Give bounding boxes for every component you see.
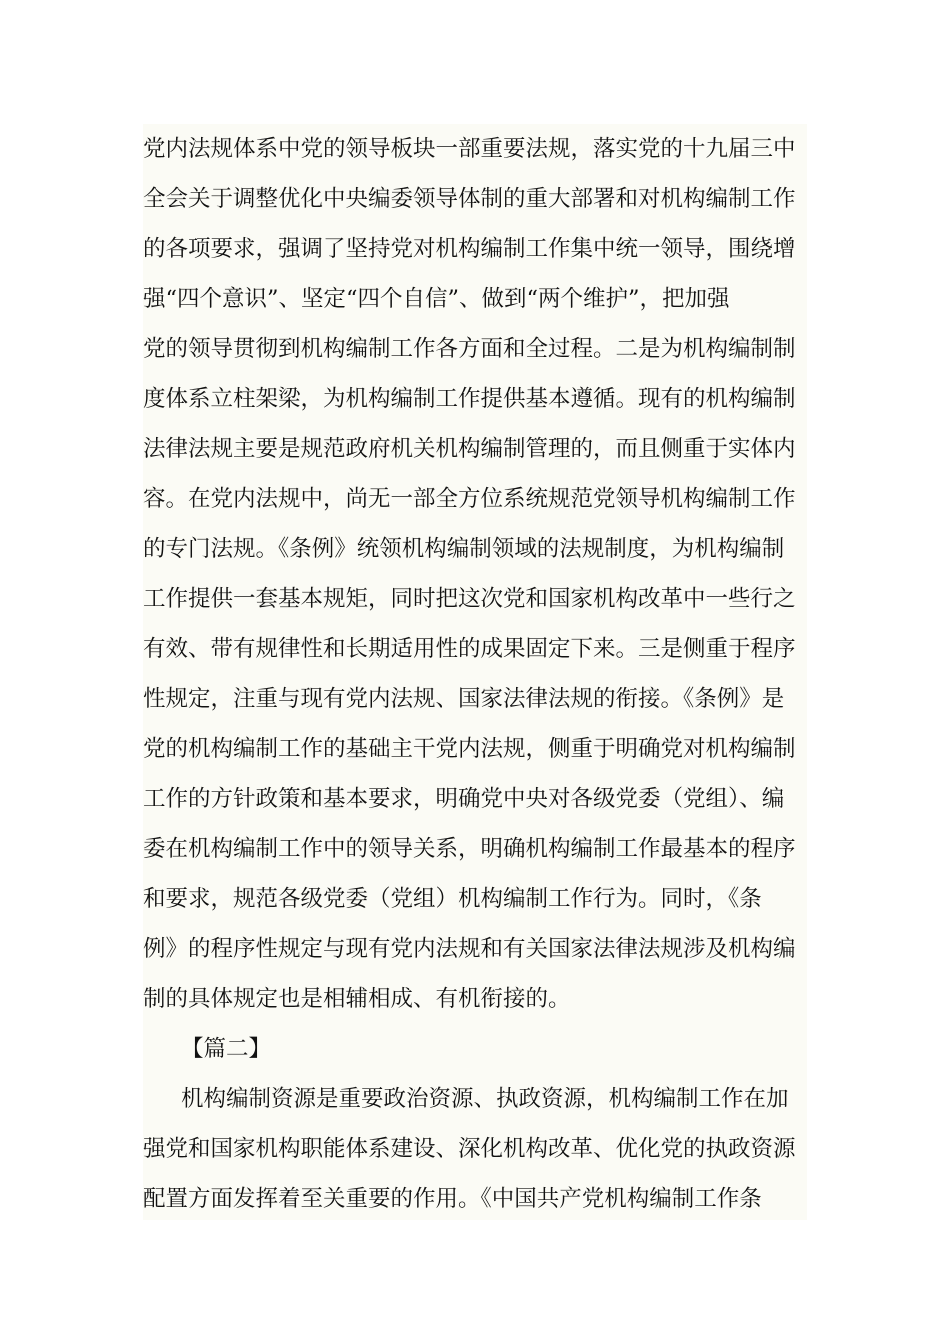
text-line: 性规定，注重与现有党内法规、国家法律法规的衔接。《条例》是 [143, 686, 785, 712]
text-line: 党内法规体系中党的领导板块一部重要法规，落实党的十九届三中 [143, 136, 796, 162]
text-line: 机构编制资源是重要政治资源、执政资源，机构编制工作在加 [181, 1086, 789, 1112]
text-line: 强“四个意识”、坚定“四个自信”、做到“两个维护”，把加强 [143, 286, 730, 312]
text-line: 的专门法规。《条例》统领机构编制领域的法规制度，为机构编制 [143, 536, 785, 562]
text-line: 党的机构编制工作的基础主干党内法规，侧重于明确党对机构编制 [143, 736, 796, 762]
text-line: 和要求，规范各级党委（党组）机构编制工作行为。同时，《条 [143, 886, 762, 912]
text-line: 配置方面发挥着至关重要的作用。《中国共产党机构编制工作条 [143, 1186, 762, 1212]
text-line: 度体系立柱架梁，为机构编制工作提供基本遵循。现有的机构编制 [143, 386, 796, 412]
text-line: 工作提供一套基本规矩，同时把这次党和国家机构改革中一些行之 [143, 586, 796, 612]
text-line: 党的领导贯彻到机构编制工作各方面和全过程。二是为机构编制制 [143, 336, 796, 362]
text-line: 的各项要求，强调了坚持党对机构编制工作集中统一领导，围绕增 [143, 236, 796, 262]
text-line: 有效、带有规律性和长期适用性的成果固定下来。三是侧重于程序 [143, 636, 796, 662]
text-line: 容。在党内法规中，尚无一部全方位系统规范党领导机构编制工作 [143, 486, 796, 512]
text-line: 委在机构编制工作中的领导关系，明确机构编制工作最基本的程序 [143, 836, 796, 862]
text-line: 强党和国家机构职能体系建设、深化机构改革、优化党的执政资源 [143, 1136, 796, 1162]
section-heading: 【篇二】 [181, 1036, 272, 1062]
text-line: 全会关于调整优化中央编委领导体制的重大部署和对机构编制工作 [143, 186, 796, 212]
text-line: 例》的程序性规定与现有党内法规和有关国家法律法规涉及机构编 [143, 936, 796, 962]
text-line: 工作的方针政策和基本要求，明确党中央对各级党委（党组）、编 [143, 786, 785, 812]
document-text-block [143, 124, 807, 1220]
text-line: 法律法规主要是规范政府机关机构编制管理的，而且侧重于实体内 [143, 436, 796, 462]
text-line: 制的具体规定也是相辅相成、有机衔接的。 [143, 986, 571, 1012]
